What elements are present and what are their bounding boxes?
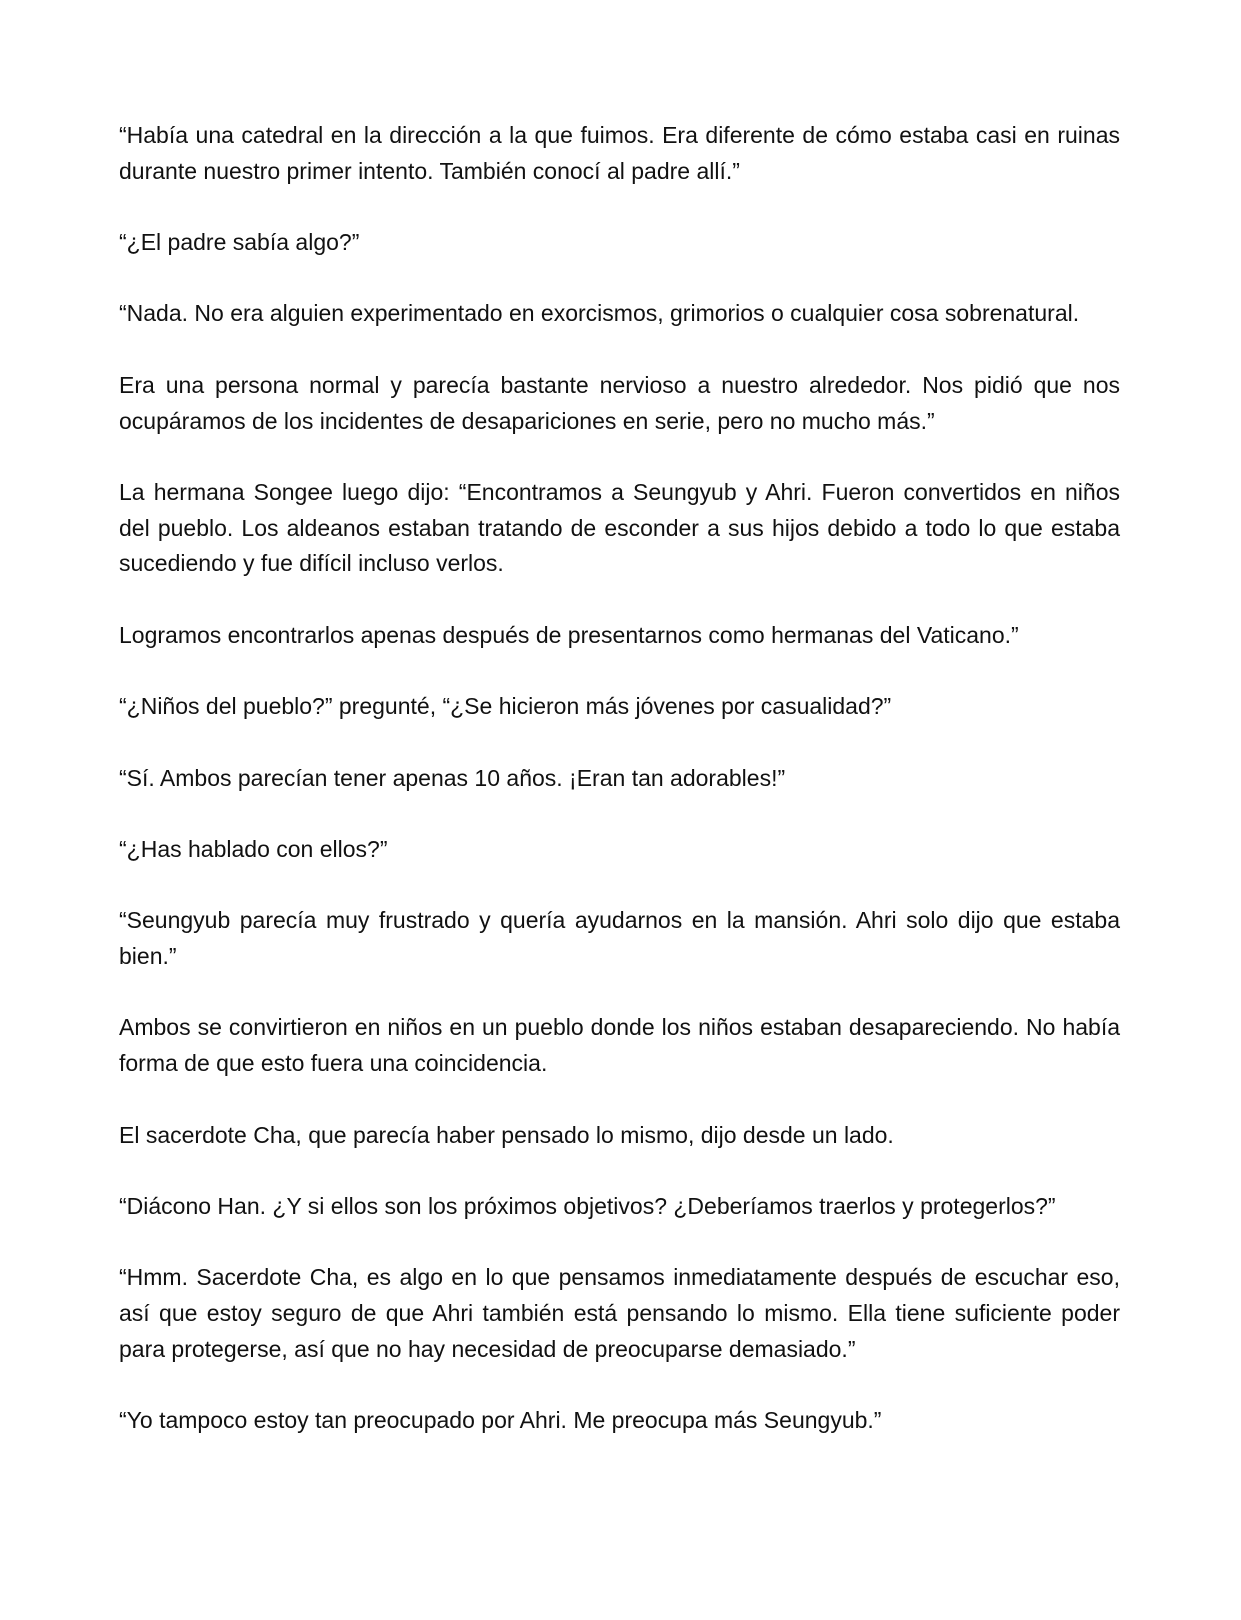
paragraph: Logramos encontrarlos apenas después de presentarnos como hermanas del Vaticano.” (119, 621, 1019, 648)
paragraph: Ambos se convirtieron en niños en un pueblo donde los niños estaban desapareciendo. No había forma de que esto fuera una coincidencia. (119, 1014, 1120, 1077)
paragraph: “Seungyub parecía muy frustrado y quería ayudarnos en la mansión. Ahri solo dijo que estaba bien.” (119, 907, 1120, 970)
paragraph: “Yo tampoco estoy tan preocupado por Ahri. Me preocupa más Seungyub.” (119, 1407, 882, 1434)
paragraph: “¿El padre sabía algo?” (119, 229, 360, 256)
paragraph: “Diácono Han. ¿Y si ellos son los próximos objetivos? ¿Deberíamos traerlos y protegerlos?” (119, 1192, 1056, 1219)
paragraph: “¿Niños del pueblo?” pregunté, “¿Se hicieron más jóvenes por casualidad?” (119, 693, 892, 720)
paragraph: La hermana Songee luego dijo: “Encontramos a Seungyub y Ahri. Fueron convertidos en niños del pueblo. Los aldeanos estaban tratando de esconder a sus hijos debido a todo lo que estaba sucediendo y fue difícil incluso verlos. (119, 478, 1120, 577)
paragraph: “Había una catedral en la dirección a la que fuimos. Era diferente de cómo estaba casi en ruinas durante nuestro primer intento. También conocí al padre allí.” (119, 122, 1120, 184)
paragraph: “¿Has hablado con ellos?” (119, 835, 388, 862)
paragraph: “Nada. No era alguien experimentado en exorcismos, grimorios o cualquier cosa sobrenatural. (119, 300, 1080, 327)
paragraph: “Sí. Ambos parecían tener apenas 10 años. ¡Eran tan adorables!” (119, 764, 786, 791)
document-page (119, 118, 1120, 1439)
paragraph: Era una persona normal y parecía bastante nervioso a nuestro alrededor. Nos pidió que nos ocupáramos de los incidentes de desapariciones en serie, pero no mucho más.” (119, 371, 1120, 434)
paragraph: “Hmm. Sacerdote Cha, es algo en lo que pensamos inmediatamente después de escuchar eso, así que estoy seguro de que Ahri también está pensando lo mismo. Ella tiene suficiente poder para protegerse, así que no hay necesidad de preocuparse demasiado.” (119, 1264, 1120, 1362)
paragraph: El sacerdote Cha, que parecía haber pensado lo mismo, dijo desde un lado. (119, 1121, 894, 1148)
